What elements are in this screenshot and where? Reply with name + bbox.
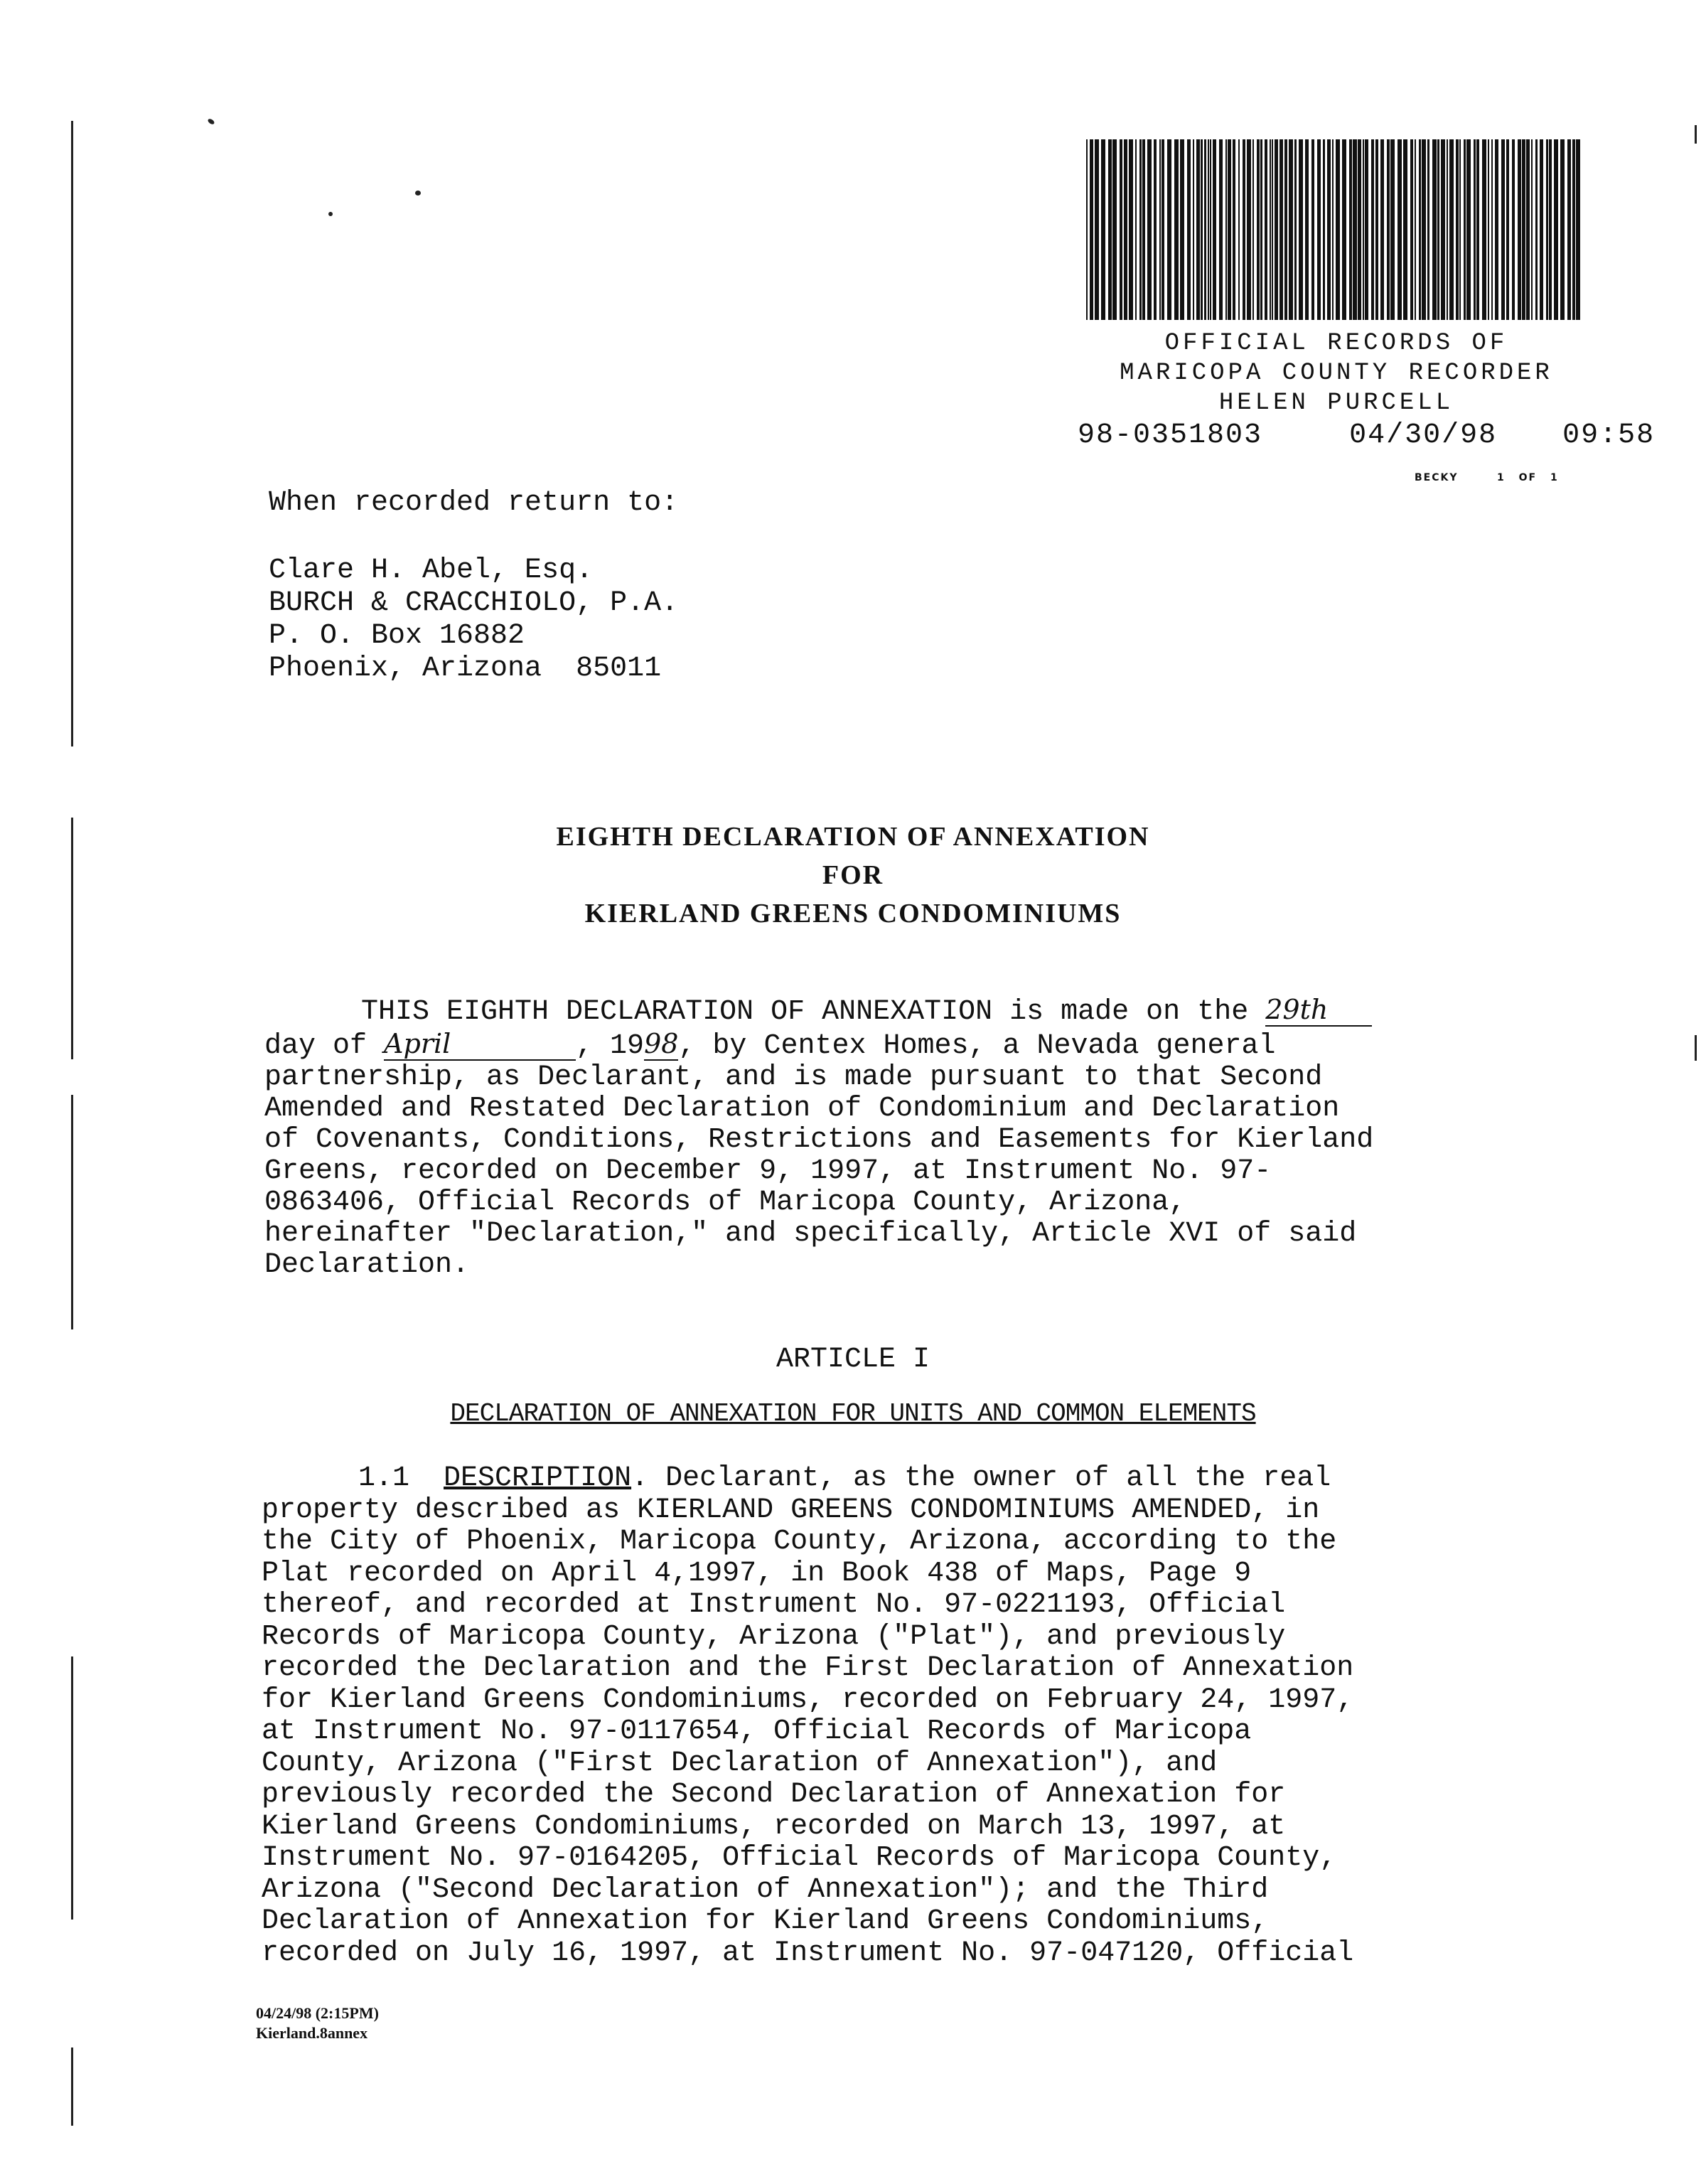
section-line: previously recorded the Second Declaration of Annexation for <box>262 1779 1286 1811</box>
barcode-bar <box>1167 139 1171 320</box>
preamble-line: partnership, as Declarant, and is made pursuant to that Second <box>264 1061 1323 1093</box>
barcode-bar <box>1162 139 1164 320</box>
section-line: property described as KIERLAND GREENS CONDOMINIUMS AMENDED, in <box>262 1494 1320 1526</box>
file-footer <box>256 2003 379 2043</box>
barcode-bar <box>1120 139 1122 320</box>
barcode-bar <box>1238 139 1240 320</box>
barcode-bar <box>1284 139 1287 320</box>
clerk-initials: BECKY <box>1415 472 1459 483</box>
barcode-bar <box>1464 139 1466 320</box>
barcode-bar <box>1410 139 1413 320</box>
barcode-bar <box>1159 139 1161 320</box>
section-line: at Instrument No. 97-0117654, Official Records of Maricopa <box>262 1715 1252 1747</box>
barcode-bar <box>1112 139 1117 320</box>
scan-edge-mark <box>71 1656 73 1920</box>
barcode-bar <box>1187 139 1191 320</box>
scan-edge-mark <box>71 1095 73 1329</box>
title-line-3: KIERLAND GREENS CONDOMINIUMS <box>584 899 1122 928</box>
article-heading: ARTICLE I <box>776 1344 930 1376</box>
recorder-line-3: HELEN PURCELL <box>1218 390 1454 417</box>
barcode-bar <box>1095 139 1099 320</box>
barcode-bar <box>1375 139 1378 320</box>
barcode-bar <box>1349 139 1352 320</box>
section-line: County, Arizona ("First Declaration of Annexation"), and <box>262 1747 1218 1779</box>
section-line: for Kierland Greens Condominiums, recorded on February 24, 1997, <box>262 1684 1354 1716</box>
barcode-bar <box>1576 139 1580 320</box>
barcode-bar <box>1260 139 1262 320</box>
barcode-bar <box>1567 139 1571 320</box>
barcode-bar <box>1289 139 1293 320</box>
barcode-bar <box>1482 139 1486 320</box>
section-line: 1.1 DESCRIPTION. Declarant, as the owner of all the real <box>358 1462 1331 1494</box>
recorder-line-2: MARICOPA COUNTY RECORDER <box>1120 360 1553 387</box>
barcode-bar <box>1365 139 1368 320</box>
handwritten-year: 98 <box>644 1028 679 1059</box>
barcode-bar <box>1101 139 1105 320</box>
scan-speck <box>328 212 333 216</box>
barcode-bar <box>1204 139 1206 320</box>
barcode-bar <box>1142 139 1145 320</box>
preamble-line: Declaration. <box>264 1249 470 1281</box>
barcode-bar <box>1332 139 1334 320</box>
barcode-bar <box>1342 139 1346 320</box>
barcode-bar <box>1090 139 1093 320</box>
barcode-bar <box>1403 139 1407 320</box>
barcode-bar <box>1358 139 1361 320</box>
title-line-1: EIGHTH DECLARATION OF ANNEXATION <box>556 822 1150 852</box>
barcode-bar <box>1437 139 1439 320</box>
barcode-bar <box>1108 139 1112 320</box>
section-line: Declaration of Annexation for Kierland Greens Condominiums, <box>262 1905 1269 1937</box>
barcode-bar <box>1257 139 1260 320</box>
handwritten-day: 29th <box>1265 994 1372 1027</box>
barcode-bar <box>1397 139 1402 320</box>
barcode-bar <box>1336 139 1340 320</box>
barcode-bar <box>1174 139 1179 320</box>
preamble-line: Amended and Restated Declaration of Condominium and Declaration <box>264 1093 1340 1125</box>
barcode-bar <box>1546 139 1548 320</box>
barcode-bar <box>1193 139 1194 320</box>
barcode-bar <box>1380 139 1384 320</box>
scan-speck <box>1695 1035 1697 1061</box>
barcode-bar <box>1419 139 1421 320</box>
barcode-bar <box>1201 139 1203 320</box>
recorder-stamp <box>1066 328 1606 418</box>
recording-date: 04/30/98 <box>1349 419 1498 451</box>
barcode-bar <box>1390 139 1395 320</box>
barcode-bar <box>1311 139 1314 320</box>
barcode-bar <box>1294 139 1297 320</box>
barcode-bar <box>1540 139 1543 320</box>
preamble-line: Greens, recorded on December 9, 1997, at Instrument No. 97- <box>264 1155 1272 1187</box>
barcode-bar <box>1280 139 1283 320</box>
preamble-line: THIS EIGHTH DECLARATION OF ANNEXATION is made on the 29th <box>264 994 1373 1028</box>
scan-speck <box>415 191 421 196</box>
barcode-bar <box>1208 139 1209 320</box>
scan-edge-mark <box>71 121 73 746</box>
return-heading: When recorded return to: <box>269 487 679 519</box>
footer-timestamp: 04/24/98 (2:15PM) <box>256 2004 379 2022</box>
section-line: Instrument No. 97-0164205, Official Records of Maricopa County, <box>262 1842 1337 1874</box>
section-title: DESCRIPTION <box>444 1462 632 1494</box>
barcode-bar <box>1210 139 1211 320</box>
preamble-line: 0863406, Official Records of Maricopa County, Arizona, <box>264 1187 1186 1219</box>
recorder-barcode <box>1085 139 1582 320</box>
barcode-bar <box>1275 139 1278 320</box>
barcode-bar <box>1147 139 1152 320</box>
recording-time: 09:58 <box>1562 419 1656 451</box>
barcode-bar <box>1488 139 1489 320</box>
barcode-bar <box>1512 139 1515 320</box>
barcode-bar <box>1243 139 1245 320</box>
barcode-bar <box>1387 139 1390 320</box>
page-count: 1 OF 1 <box>1497 472 1559 483</box>
barcode-bar <box>1572 139 1575 320</box>
barcode-bar <box>1554 139 1558 320</box>
barcode-bar <box>1441 139 1445 320</box>
barcode-bar <box>1299 139 1303 320</box>
barcode-bar <box>1531 139 1533 320</box>
barcode-bar <box>1086 139 1088 320</box>
barcode-bar <box>1180 139 1184 320</box>
return-line: P. O. Box 16882 <box>269 620 525 652</box>
scan-edge-mark <box>71 2048 73 2126</box>
barcode-bar <box>1327 139 1331 320</box>
barcode-bar <box>1228 139 1231 320</box>
barcode-bar <box>1535 139 1538 320</box>
barcode-bar <box>1449 139 1454 320</box>
barcode-bar <box>1422 139 1426 320</box>
barcode-bar <box>1196 139 1200 320</box>
section-number: 1.1 <box>358 1462 410 1494</box>
section-line: Arizona ("Second Declaration of Annexation"); and the Third <box>262 1873 1269 1906</box>
barcode-bar <box>1474 139 1476 320</box>
barcode-bar <box>1456 139 1459 320</box>
barcode-bar <box>1353 139 1357 320</box>
barcode-bar <box>1495 139 1498 320</box>
section-1-1 <box>262 1463 1353 1969</box>
barcode-bar <box>1124 139 1127 320</box>
instrument-number: 98-0351803 <box>1078 419 1263 451</box>
preamble-line: day of April , 1998, by Centex Homes, a Nevada general <box>264 1028 1276 1062</box>
document-title <box>0 818 1706 933</box>
article-subheading: DECLARATION OF ANNEXATION FOR UNITS AND COMMON ELEMENTS <box>450 1399 1256 1428</box>
barcode-bar <box>1317 139 1321 320</box>
barcode-bar <box>1265 139 1267 320</box>
barcode-bar <box>1270 139 1271 320</box>
barcode-bar <box>1501 139 1505 320</box>
barcode-bar <box>1522 139 1525 320</box>
barcode-bar <box>1272 139 1273 320</box>
section-line: recorded the Declaration and the First Declaration of Annexation <box>262 1652 1354 1684</box>
preamble-line: of Covenants, Conditions, Restrictions and Easements for Kierland <box>264 1124 1374 1156</box>
return-line: Clare H. Abel, Esq. <box>269 555 594 587</box>
return-line: Phoenix, Arizona 85011 <box>269 653 662 685</box>
barcode-bar <box>1466 139 1471 320</box>
preamble-paragraph <box>264 994 1373 1281</box>
barcode-bar <box>1549 139 1552 320</box>
barcode-bar <box>1427 139 1429 320</box>
barcode-bar <box>1560 139 1565 320</box>
barcode-bar <box>1305 139 1309 320</box>
barcode-bar <box>1252 139 1254 320</box>
scan-speck <box>1695 125 1697 144</box>
title-line-2: FOR <box>822 860 884 890</box>
return-address <box>269 555 678 685</box>
barcode-bar <box>1415 139 1416 320</box>
barcode-bar <box>1225 139 1227 320</box>
footer-filename: Kierland.8annex <box>256 2024 368 2042</box>
section-line: Plat recorded on April 4,1997, in Book 438 of Maps, Page 9 <box>262 1557 1252 1590</box>
barcode-bar <box>1371 139 1374 320</box>
barcode-bar <box>1213 139 1216 320</box>
section-line: recorded on July 16, 1997, at Instrument No. 97-047120, Official <box>262 1937 1354 1969</box>
return-line: BURCH & CRACCHIOLO, P.A. <box>269 587 679 619</box>
barcode-bar <box>1219 139 1223 320</box>
scan-speck <box>207 118 215 126</box>
section-line: Records of Maricopa County, Arizona ("Plat"), and previously <box>262 1620 1286 1653</box>
section-line: Kierland Greens Condominiums, recorded on March 13, 1997, at <box>262 1810 1286 1843</box>
barcode-bar <box>1526 139 1530 320</box>
barcode-bar <box>1363 139 1364 320</box>
barcode-bar <box>1154 139 1157 320</box>
barcode-bar <box>1518 139 1521 320</box>
preamble-line: hereinafter "Declaration," and specifically, Article XVI of said <box>264 1218 1357 1250</box>
barcode-bar <box>1323 139 1325 320</box>
barcode-bar <box>1432 139 1437 320</box>
barcode-bar <box>1135 139 1137 320</box>
section-line: the City of Phoenix, Maricopa County, Arizona, according to the <box>262 1526 1337 1558</box>
recorder-line-1: OFFICIAL RECORDS OF <box>1164 330 1508 357</box>
section-line: thereof, and recorded at Instrument No. 97-0221193, Official <box>262 1589 1286 1621</box>
barcode-bar <box>1447 139 1448 320</box>
barcode-bar <box>1491 139 1493 320</box>
handwritten-month: April <box>384 1028 576 1061</box>
barcode-bar <box>1139 139 1142 320</box>
barcode-bar <box>1129 139 1133 320</box>
barcode-bar <box>1506 139 1509 320</box>
barcode-bar <box>1233 139 1235 320</box>
barcode-bar <box>1459 139 1461 320</box>
barcode-bar <box>1247 139 1251 320</box>
recording-info <box>1078 419 1655 451</box>
barcode-bar <box>1476 139 1479 320</box>
